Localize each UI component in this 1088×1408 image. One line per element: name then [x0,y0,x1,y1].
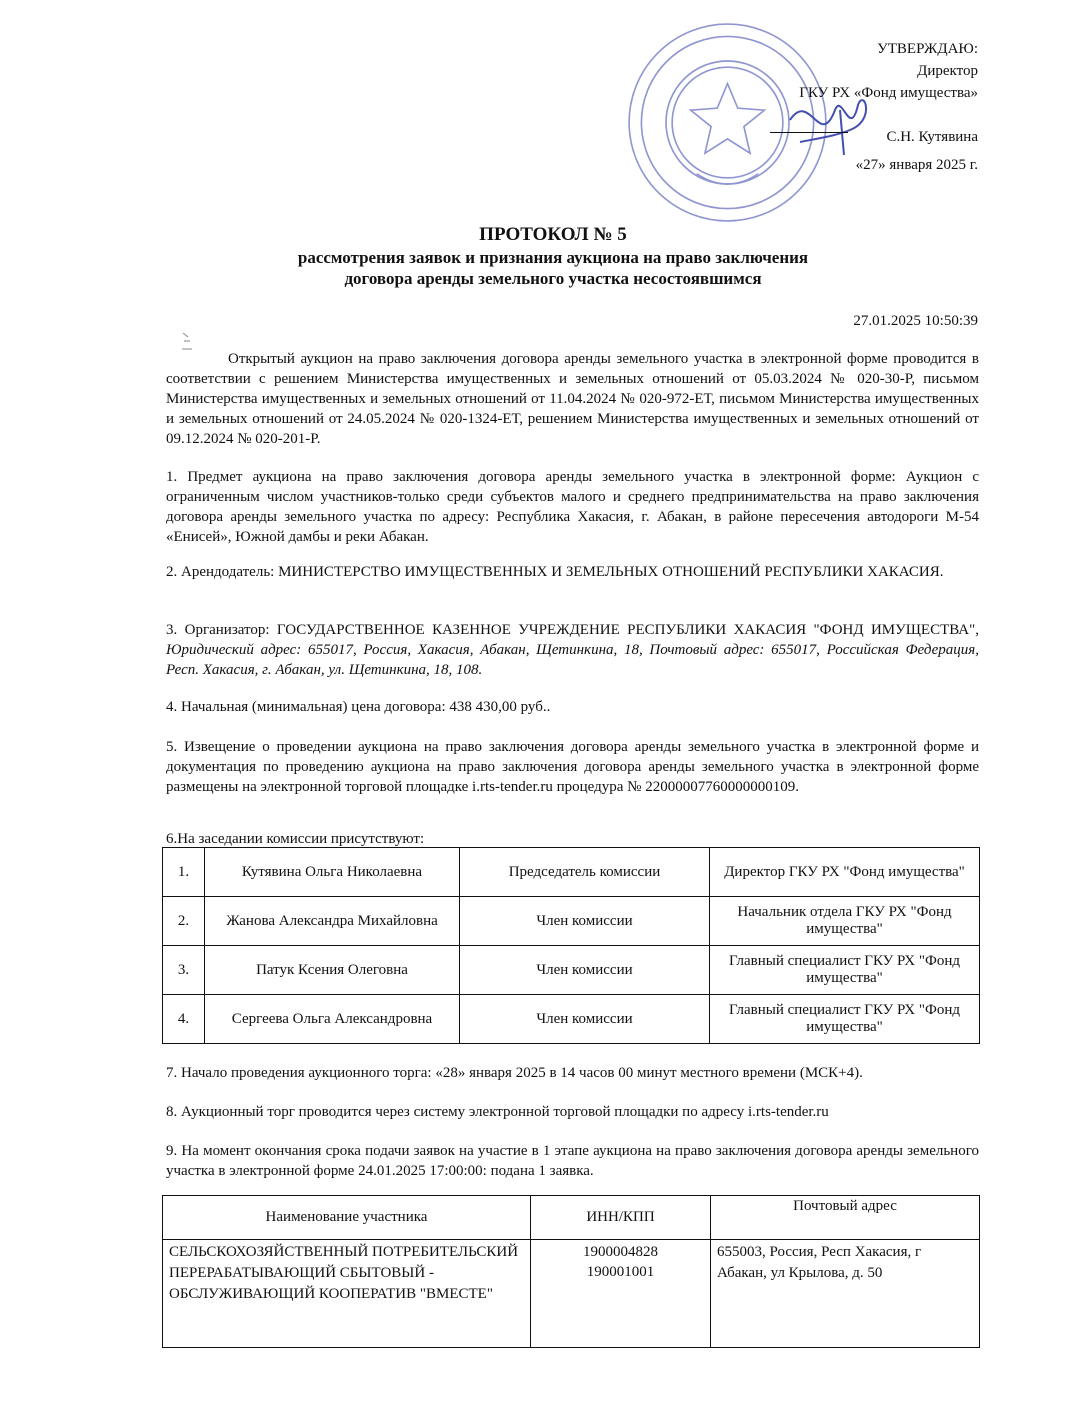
table-row [163,1240,980,1348]
item-3-organizer [166,620,979,680]
item-8-platform: 8. Аукционный торг проводится через систему электронной торговой площадки по адресу i.rts-tender.ru [166,1104,829,1120]
participant-address: 655003, Россия, Респ Хакасия, г Абакан, ул Крылова, д. 50 [711,1240,980,1348]
member-role: Член комиссии [460,995,710,1044]
approval-heading: УТВЕРЖДАЮ: [877,41,978,57]
member-name: Сергеева Ольга Александровна [205,995,460,1044]
item-6-commission-heading: 6.На заседании комиссии присутствуют: [166,831,425,847]
member-position: Главный специалист ГКУ РХ "Фонд имущества" [710,995,980,1044]
intro-paragraph: Открытый аукцион на право заключения договора аренды земельного участка в электронной форме проводится в соответствии с решением Министерства имущественных и земельных отношений от 05.03.2024 № 020-30-Р, письмом Министерства имущественных и земельных отношений от 11.04.2024 № 020-972-ЕТ, письмом Министерства имущественных и земельных отношений от 24.05.2024 № 020-1324-ЕТ, решением Министерства имущественных и земельных отношений от 09.12.2024 № 020-201-Р. [166,351,979,447]
item-9-applications: 9. На момент окончания срока подачи заявок на участие в 1 этапе аукциона на право заключения договора аренды земельного участка в электронной форме 24.01.2025 17:00:00: подана 1 заявка. [166,1143,979,1179]
member-number: 2. [163,897,205,946]
organizer-name: 3. Организатор: ГОСУДАРСТВЕННОЕ КАЗЕННОЕ УЧРЕЖДЕНИЕ РЕСПУБЛИКИ ХАКАСИЯ "ФОНД ИМУЩЕСТВА", [166,622,979,638]
participants-table [162,1195,980,1348]
member-role: Председатель комиссии [460,848,710,897]
item-7-auction-start: 7. Начало проведения аукционного торга: «28» января 2025 в 14 часов 00 минут местного времени (МСК+4). [166,1065,863,1081]
member-name: Кутявина Ольга Николаевна [205,848,460,897]
participant-kpp: 190001001 [586,1264,655,1280]
approval-date: «27» января 2025 г. [855,157,978,173]
header-participant-name: Наименование участника [163,1196,531,1240]
approval-organization: ГКУ РХ «Фонд имущества» [799,85,978,101]
member-role: Член комиссии [460,897,710,946]
subtitle-line-1: рассмотрения заявок и признания аукциона на право заключения [297,248,809,267]
member-number: 1. [163,848,205,897]
table-header-row [163,1196,980,1240]
item-5-notice: 5. Извещение о проведении аукциона на право заключения договора аренды земельного участка в электронной форме и документация по проведению аукциона на право заключения договора аренды земельного участка в электронной форме размещены на электронной торговой площадке i.rts-tender.ru процедура № 22000007760000000109. [166,739,979,795]
member-name: Жанова Александра Михайловна [205,897,460,946]
protocol-timestamp: 27.01.2025 10:50:39 [853,313,978,329]
item-2-lessor: 2. Арендодатель: МИНИСТЕРСТВО ИМУЩЕСТВЕННЫХ И ЗЕМЕЛЬНЫХ ОТНОШЕНИЙ РЕСПУБЛИКИ ХАКАСИЯ. [166,564,944,580]
approval-block [799,38,978,176]
table-row [163,897,980,946]
table-row [163,946,980,995]
member-position: Начальник отдела ГКУ РХ "Фонд имущества" [710,897,980,946]
participant-name: СЕЛЬСКОХОЗЯЙСТВЕННЫЙ ПОТРЕБИТЕЛЬСКИЙ ПЕРЕРАБАТЫВАЮЩИЙ СБЫТОВЫЙ - ОБСЛУЖИВАЮЩИЙ КООПЕРАТИВ "ВМЕСТЕ" [163,1240,531,1348]
member-number: 3. [163,946,205,995]
member-name: Патук Ксения Олеговна [205,946,460,995]
participant-inn: 1900004828 [583,1244,658,1260]
header-postal-address: Почтовый адрес [711,1196,980,1240]
subtitle-line-2: договора аренды земельного участка несостоявшимся [344,269,762,288]
header-inn-kpp: ИНН/КПП [531,1196,711,1240]
document-title: ПРОТОКОЛ № 5 [479,224,627,245]
participant-inn-kpp [531,1240,711,1348]
member-position: Директор ГКУ РХ "Фонд имущества" [710,848,980,897]
member-number: 4. [163,995,205,1044]
signature-line [770,132,848,133]
organizer-address: Юридический адрес: 655017, Россия, Хакасия, Абакан, Щетинкина, 18, Почтовый адрес: 655017, Российская Федерация, Респ. Хакасия, г. Абакан, ул. Щетинкина, 18, 108. [166,642,979,678]
commission-table [162,847,980,1044]
member-position: Главный специалист ГКУ РХ "Фонд имущества" [710,946,980,995]
member-role: Член комиссии [460,946,710,995]
document-subtitle [100,247,1006,289]
table-row [163,848,980,897]
approval-position: Директор [917,63,978,79]
table-row [163,995,980,1044]
item-1-subject: 1. Предмет аукциона на право заключения договора аренды земельного участка в электронной форме: Аукцион с ограниченным числом участников-только среди субъектов малого и среднего предпринимательства на право заключения договора аренды земельного участка по адресу: Республика Хакасия, г. Абакан, в районе пересечения автодороги М-54 «Енисей», Южной дамбы и реки Абакан. [166,469,979,545]
approval-signatory: С.Н. Кутявина [886,129,978,145]
item-4-start-price: 4. Начальная (минимальная) цена договора: 438 430,00 руб.. [166,699,551,715]
